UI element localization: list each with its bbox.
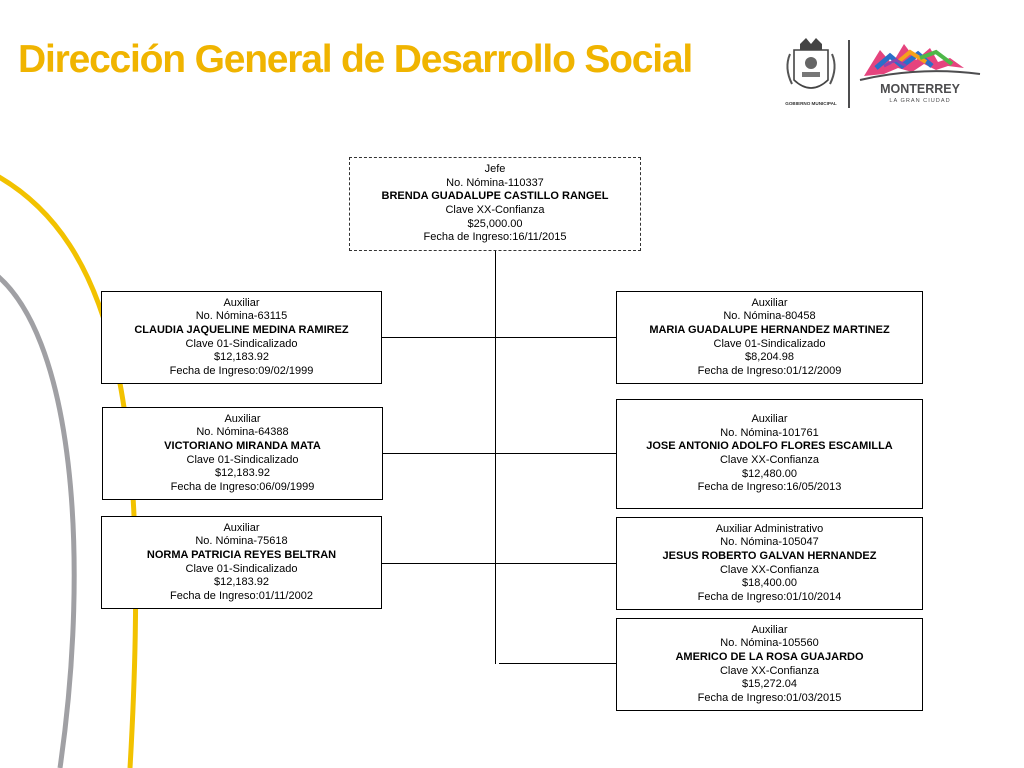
node-clave: Clave 01-Sindicalizado (186, 453, 299, 466)
node-ingreso: Fecha de Ingreso:16/05/2013 (697, 481, 842, 494)
node-salary: $12,183.92 (213, 576, 270, 589)
node-role: Auxiliar (751, 413, 788, 426)
node-clave: Clave XX-Confianza (445, 204, 545, 216)
node-role: Auxiliar (223, 296, 260, 309)
node-name: JESUS ROBERTO GALVAN HERNANDEZ (662, 549, 877, 562)
node-ingreso: Fecha de Ingreso:01/12/2009 (697, 364, 842, 377)
node-ingreso: Fecha de Ingreso:01/10/2014 (697, 590, 842, 603)
node-ingreso: Fecha de Ingreso:09/02/1999 (169, 364, 314, 377)
node-clave: Clave XX-Confianza (719, 664, 820, 677)
node-name: AMERICO DE LA ROSA GUAJARDO (675, 650, 864, 663)
connector-right-4 (499, 663, 616, 664)
node-nomina: No. Nómina-80458 (723, 310, 816, 323)
org-node-right-1 (616, 291, 923, 384)
node-name: JOSE ANTONIO ADOLFO FLORES ESCAMILLA (646, 440, 893, 453)
connector-left-2 (383, 453, 495, 454)
node-role: Jefe (484, 163, 506, 176)
node-nomina: No. Nómina-110337 (446, 176, 544, 189)
node-name: NORMA PATRICIA REYES BELTRAN (146, 548, 337, 561)
node-role: Auxiliar (224, 412, 261, 425)
node-role: Auxiliar (751, 296, 788, 309)
node-name: MARIA GUADALUPE HERNANDEZ MARTINEZ (649, 323, 890, 336)
node-clave: Clave XX-Confianza (719, 563, 820, 576)
logo-divider (848, 40, 850, 108)
node-nomina: No. Nómina-105560 (720, 637, 819, 650)
node-role: Auxiliar (751, 623, 788, 636)
node-name: CLAUDIA JAQUELINE MEDINA RAMIREZ (134, 323, 349, 336)
node-role: Auxiliar (223, 521, 260, 534)
node-role: Auxiliar Administrativo (715, 522, 824, 535)
node-clave: Clave 01-Sindicalizado (185, 337, 298, 350)
node-salary: $18,400.00 (741, 577, 798, 590)
page-title: Dirección General de Desarrollo Social (18, 38, 693, 81)
node-nomina: No. Nómina-64388 (196, 426, 289, 439)
brand-tagline: LA GRAN CIUDAD (889, 98, 951, 104)
municipal-shield-icon (787, 38, 834, 88)
node-clave: Clave 01-Sindicalizado (185, 562, 298, 575)
node-ingreso: Fecha de Ingreso:06/09/1999 (170, 480, 315, 493)
connector-right-2 (495, 453, 616, 454)
connector-left-1 (382, 337, 495, 338)
node-nomina: No. Nómina-75618 (195, 535, 288, 548)
node-nomina: No. Nómina-101761 (720, 426, 819, 439)
org-node-left-1 (101, 291, 382, 384)
node-salary: $15,272.04 (741, 678, 798, 691)
node-ingreso: Fecha de Ingreso:01/11/2002 (170, 589, 313, 602)
node-salary: $12,480.00 (741, 467, 798, 480)
node-name: BRENDA GUADALUPE CASTILLO RANGEL (381, 190, 609, 203)
org-node-left-2 (102, 407, 383, 500)
node-salary: $12,183.92 (214, 467, 271, 480)
org-node-right-2 (616, 399, 923, 509)
connector-left-3 (382, 563, 495, 564)
org-node-right-4 (616, 618, 923, 711)
org-node-chief (349, 157, 641, 251)
org-node-left-3 (101, 516, 382, 609)
node-name: VICTORIANO MIRANDA MATA (164, 439, 321, 452)
node-salary: $8,204.98 (745, 351, 794, 364)
node-clave: Clave 01-Sindicalizado (713, 337, 826, 350)
connector-right-1 (495, 337, 616, 338)
trunk-line (495, 250, 496, 664)
connector-right-3 (495, 563, 616, 564)
node-ingreso: Fecha de Ingreso:01/03/2015 (697, 691, 842, 704)
monterrey-brand-icon (860, 44, 980, 80)
shield-caption: GOBIERNO MUNICIPAL (785, 101, 837, 106)
brand-name: MONTERREY (880, 82, 960, 96)
node-ingreso: Fecha de Ingreso:16/11/2015 (423, 231, 567, 244)
node-clave: Clave XX-Confianza (719, 454, 820, 466)
node-nomina: No. Nómina-105047 (720, 536, 819, 549)
gray-arc (0, 270, 74, 768)
org-node-right-3 (616, 517, 923, 610)
node-salary: $12,183.92 (213, 351, 270, 364)
node-nomina: No. Nómina-63115 (195, 310, 288, 323)
node-salary: $25,000.00 (467, 217, 523, 230)
logo-group (780, 36, 990, 112)
